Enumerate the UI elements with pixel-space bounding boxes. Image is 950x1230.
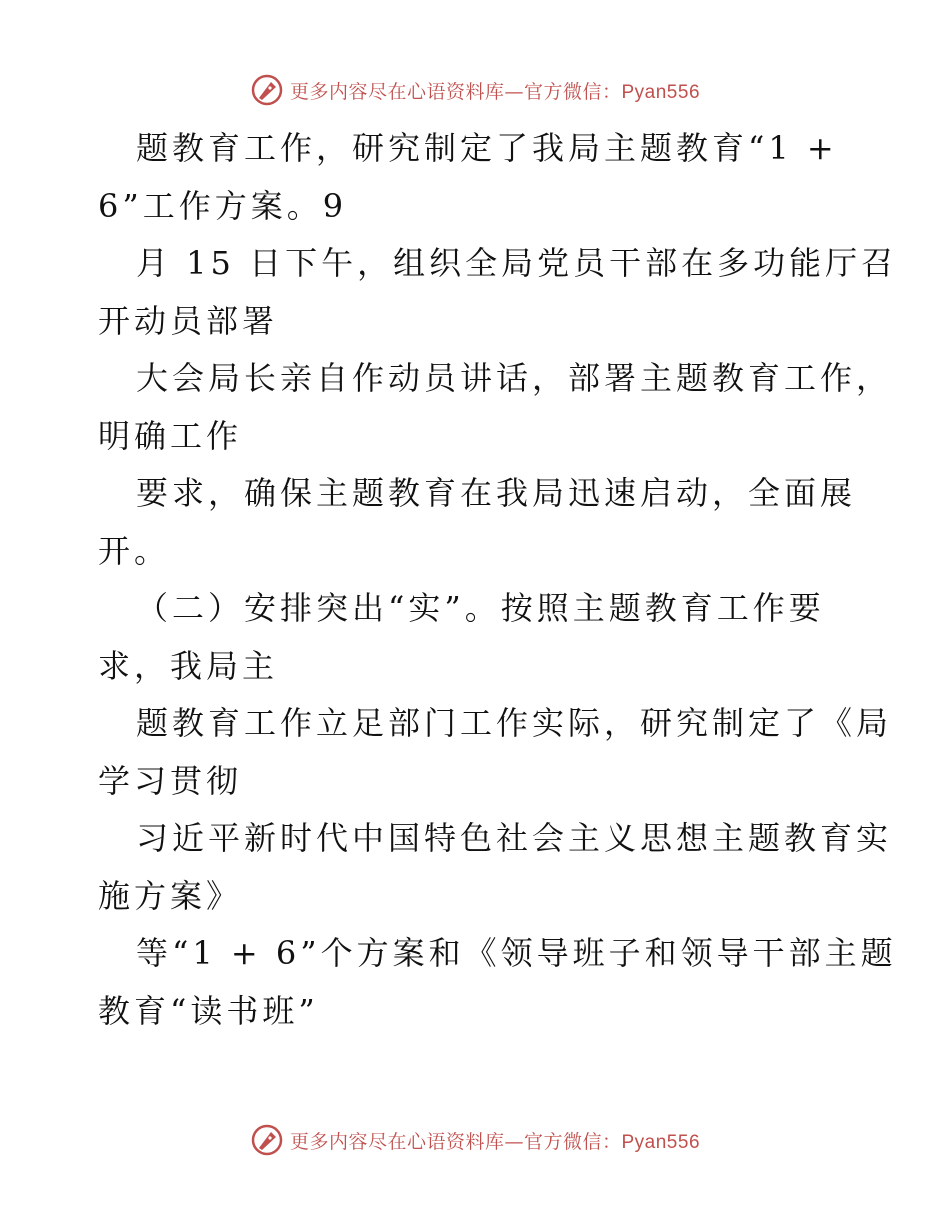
text-line: 明确工作 (98, 416, 243, 455)
text-line: 月 15 日下午，组织全局党员干部在多功能厅召 (136, 244, 898, 282)
watermark-text: 更多内容尽在心语资料库—官方微信：Pyan556 (289, 80, 701, 103)
watermark-id: Pyan556 (621, 81, 701, 103)
watermark-id: Pyan556 (621, 1131, 701, 1153)
pen-nib-icon (250, 1123, 284, 1157)
footer-watermark (0, 1120, 950, 1160)
pen-nib-icon (250, 73, 284, 107)
text-line: 要求，确保主题教育在我局迅速启动，全面展 (136, 474, 857, 512)
document-body (98, 120, 898, 1040)
text-line: 等“1 + 6”个方案和《领导班子和领导干部主题 (136, 934, 897, 972)
text-line: 施方案》 (98, 876, 243, 915)
text-line: 题教育工作立足部门工作实际，研究制定了《局 (136, 704, 893, 742)
text-line: 习近平新时代中国特色社会主义思想主题教育实 (136, 819, 893, 857)
text-line: 求，我局主 (98, 646, 279, 685)
text-line: 开动员部署 (98, 301, 279, 340)
text-line: 题教育工作，研究制定了我局主题教育“1 + (136, 129, 838, 167)
text-line: 开。 (98, 531, 171, 570)
text-line: 教育“读书班” (98, 991, 319, 1030)
text-line: （二）安排突出“实”。按照主题教育工作要 (136, 589, 825, 627)
text-line: 6”工作方案。9 (98, 186, 348, 225)
text-line: 学习贯彻 (98, 761, 243, 800)
watermark-text: 更多内容尽在心语资料库—官方微信：Pyan556 (289, 1130, 701, 1153)
text-line: 大会局长亲自作动员讲话，部署主题教育工作， (136, 359, 893, 397)
header-watermark (0, 70, 950, 110)
